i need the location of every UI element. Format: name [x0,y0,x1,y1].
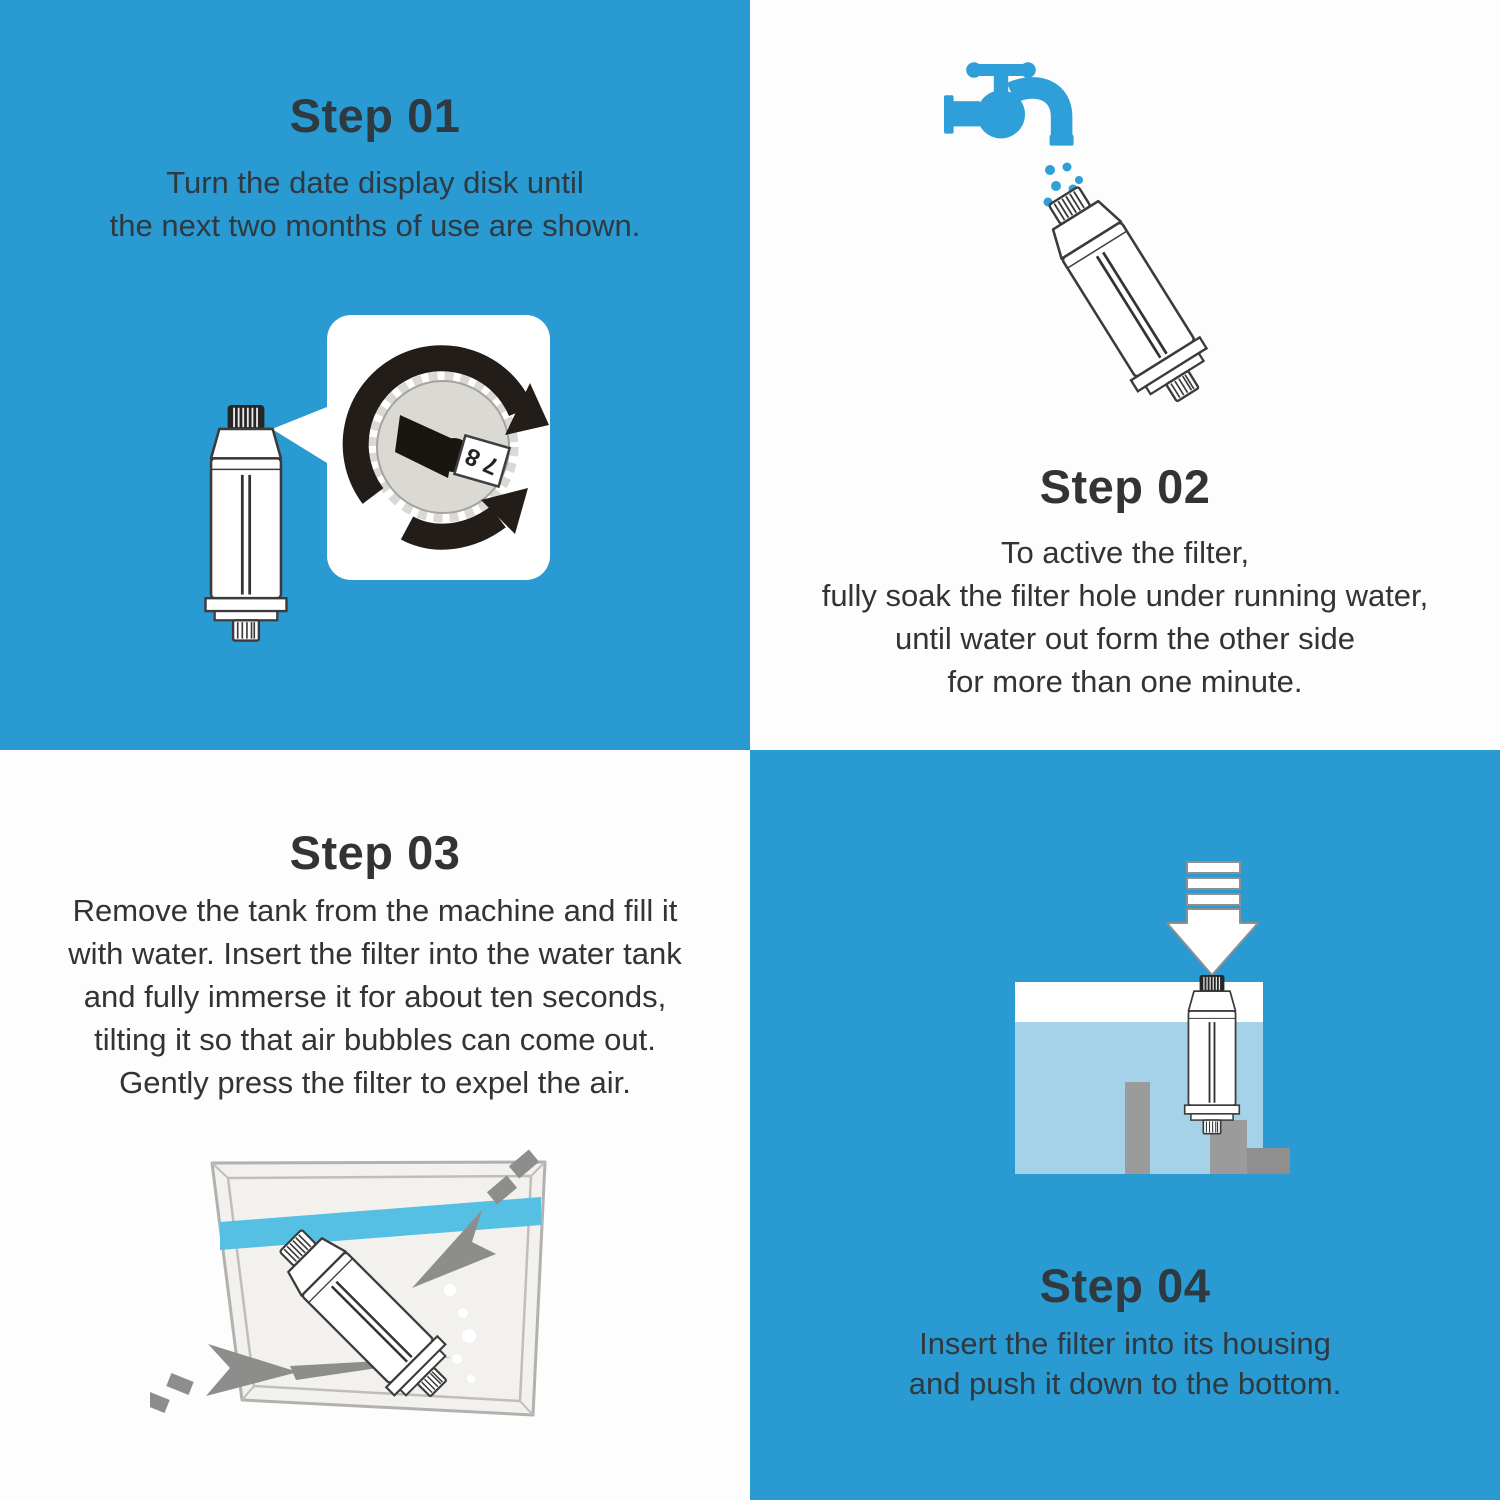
instruction-line: the next two months of use are shown. [109,208,641,243]
step-02-illustration [930,30,1310,430]
instruction-line: for more than one minute. [947,664,1303,699]
step-02-title: Step 02 [1039,460,1211,513]
step-03-panel [0,750,750,1500]
instruction-line: fully soak the filter hole under running water, [821,578,1429,613]
step-01-panel [0,0,750,750]
step-01-title: Step 01 [289,89,461,142]
step-04-description [750,1324,1500,1404]
step-02-description [750,531,1500,703]
instruction-line: Insert the filter into its housing [919,1326,1331,1361]
step-03-description [0,889,750,1104]
instruction-line: and fully immerse it for about ten seconds, [83,979,667,1014]
instruction-line: To active the filter, [1000,535,1250,570]
tank-housing-illustration [1015,982,1290,1174]
step-03-title: Step 03 [289,826,461,879]
instruction-line: with water. Insert the filter into the water tank [68,936,682,971]
step-04-panel [750,750,1500,1500]
step-04-illustration [960,830,1340,1200]
step-03-illustration [150,1120,610,1500]
filter-cartridge-illustration [1029,174,1222,416]
step-01-description [0,161,750,247]
down-arrow-icon [1167,862,1258,975]
instruction-line: and push it down to the bottom. [908,1366,1342,1401]
faucet-icon [944,62,1074,145]
instruction-line: Turn the date display disk until [166,165,584,200]
instruction-line: until water out form the other side [894,621,1356,656]
filter-cartridge-illustration [206,406,287,641]
instruction-line: tilting it so that air bubbles can come out. [94,1022,656,1057]
step-01-illustration [160,295,580,695]
step-02-panel [750,0,1500,750]
step-04-title: Step 04 [1039,1259,1211,1312]
instruction-line: Gently press the filter to expel the air. [119,1065,631,1100]
filter-cartridge-illustration [1185,976,1240,1134]
dial-month-numbers: 7 8 [461,441,503,481]
dial-speech-bubble [272,315,550,580]
instruction-line: Remove the tank from the machine and fill it [72,893,678,928]
